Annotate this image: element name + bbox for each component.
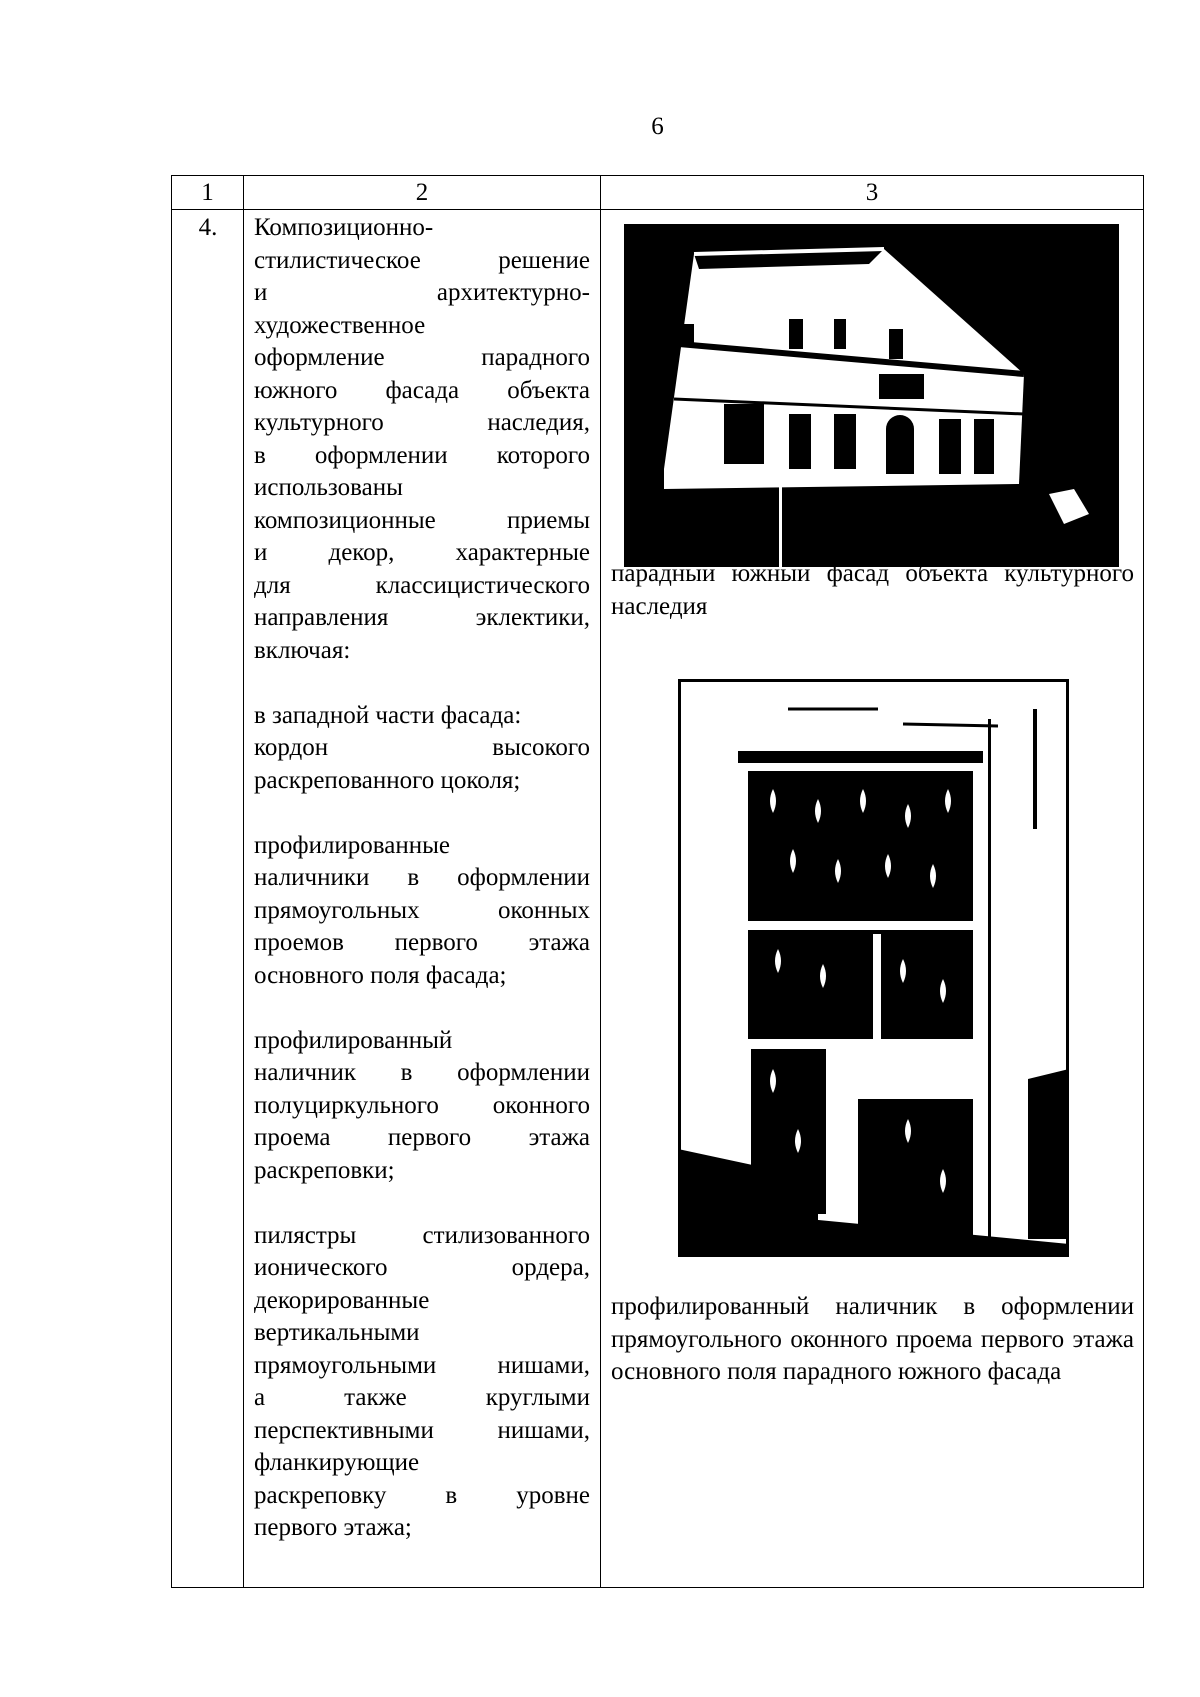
description-line: культурного наследия, [254,409,590,436]
description-line: проема первого этажа [254,1124,590,1151]
paragraph-gap [254,797,590,830]
header-cell-2: 2 [415,179,429,206]
description-line: включая: [254,636,351,664]
description-line: для классицистического [254,571,590,599]
header-divider [172,209,1143,210]
description-line: Композиционно- [254,214,434,241]
row-number: 4. [198,214,218,241]
description-line: вертикальными [254,1319,420,1346]
window-photo [678,679,1069,1257]
description-line: южного фасада объекта [254,376,590,404]
page-number: 6 [651,113,664,140]
description-line: кордон высокого [254,734,590,761]
description-line: в западной части фасада: [254,701,522,729]
description-line: и декор, характерные [254,539,590,566]
description-line: декорированные [254,1286,430,1314]
description-line: фланкирующие [254,1449,420,1476]
paragraph-gap [254,992,590,1025]
description-line: ионического ордера, [254,1254,590,1281]
description-line: прямоугольных оконных [254,896,590,924]
monument-table [171,175,1144,1588]
description-line: проемов первого этажа [254,929,590,956]
description-line: раскрепованного цоколя; [254,766,521,794]
header-cell-3: 3 [865,179,879,206]
description-line: стилистическое решение [254,246,590,274]
description-line: композиционные приемы [254,506,590,534]
paragraph-gap [254,1187,590,1220]
description-line: профилированные [254,831,451,859]
description-line: художественное [254,311,426,339]
description-line: основного поля фасада; [254,961,507,989]
paragraph-gap [254,667,590,700]
description-line: наличник в оформлении [254,1059,590,1086]
window-caption: профилированный наличник в оформлении прямоугольного оконного проема первого этажа основного поля парадного южного фасада [611,1293,1134,1385]
description-line: использованы [254,474,403,501]
description-line: а также круглыми [254,1384,590,1411]
description-line: профилированный [254,1026,453,1054]
description-line: прямоугольными нишами, [254,1351,590,1379]
description-line: оформление парадного [254,344,590,371]
column-divider-2 [600,176,601,1587]
facade-photo [624,224,1119,567]
description-line: перспективными нишами, [254,1416,590,1444]
description-line: раскреповки; [254,1156,395,1184]
header-cell-1: 1 [201,179,214,206]
description-line: раскреповку в уровне [254,1481,590,1509]
element-description [254,212,590,1545]
description-line: пилястры стилизованного [254,1221,590,1249]
column-divider-1 [243,176,244,1587]
description-line: первого этажа; [254,1514,412,1541]
facade-caption: парадный южный фасад объекта культурного наследия [611,560,1134,620]
description-line: направления эклектики, [254,604,590,631]
description-line: в оформлении которого [254,441,590,469]
description-line: полуциркульного оконного [254,1091,590,1119]
description-line: и архитектурно- [254,279,590,306]
description-line: наличники в оформлении [254,864,590,891]
